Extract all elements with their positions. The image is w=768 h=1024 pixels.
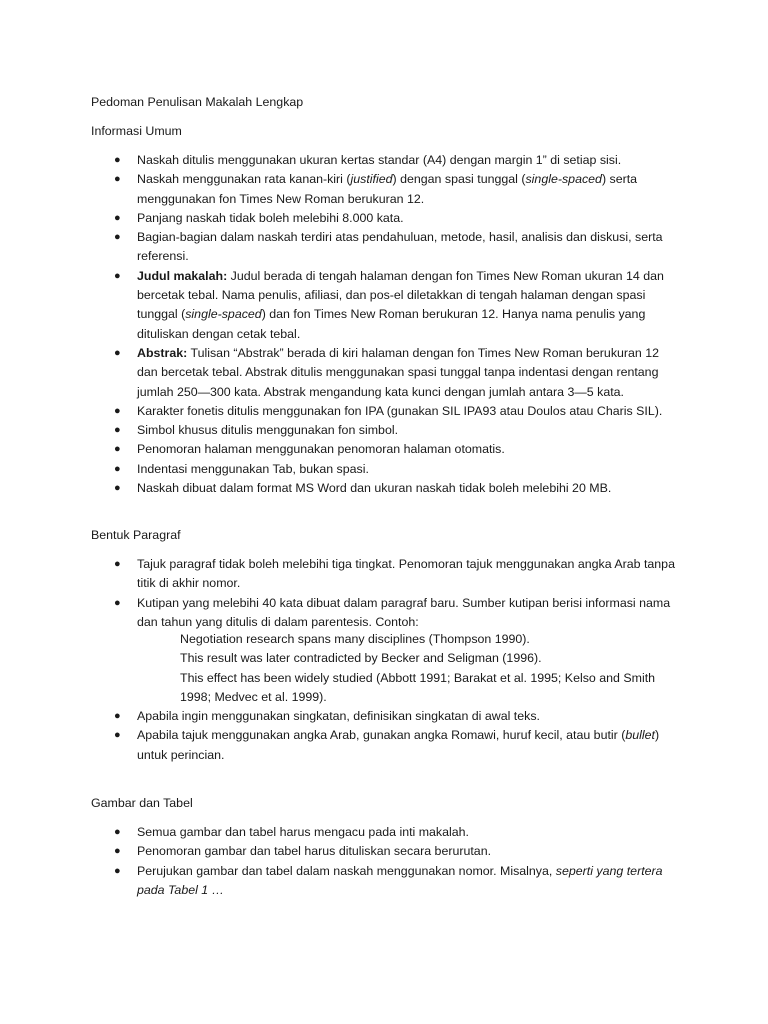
bullet-icon: ● xyxy=(114,443,121,456)
list-item: ● Perujukan gambar dan tabel dalam naskah menggunakan nomor. Misalnya, seperti yang tertera pada Tabel 1 … xyxy=(114,863,663,897)
heading-gambar-dan-tabel: Gambar dan Tabel xyxy=(91,796,193,810)
list-bentuk-paragraf-continued xyxy=(0,707,677,765)
list-item: ● Apabila ingin menggunakan singkatan, definisikan singkatan di awal teks. xyxy=(0,707,677,726)
heading-informasi-umum: Informasi Umum xyxy=(91,124,182,138)
list-item: ● Tajuk paragraf tidak boleh melebihi tiga tingkat. Penomoran tajuk menggunakan angka Arab tanpa titik di akhir nomor. xyxy=(114,557,675,591)
example-line: 1998; Medvec et al. 1999). xyxy=(180,689,327,704)
list-item: ● Apabila tajuk menggunakan angka Arab, gunakan angka Romawi, huruf kecil, atau butir (bullet) untuk perincian. xyxy=(114,728,660,762)
list-item: ● Panjang naskah tidak boleh melebihi 8.000 kata. xyxy=(0,209,677,228)
example-line: Negotiation research spans many disciplines (Thompson 1990). xyxy=(180,632,530,646)
list-item: ● Karakter fonetis ditulis menggunakan fon IPA (gunakan SIL IPA93 atau Doulos atau Charis SIL). xyxy=(0,402,677,421)
bullet-icon: ● xyxy=(114,211,121,224)
bullet-icon: ● xyxy=(114,269,121,282)
bullet-icon: ● xyxy=(114,596,121,609)
bullet-icon: ● xyxy=(114,729,121,742)
list-item: ● Kutipan yang melebihi 40 kata dibuat dalam paragraf baru. Sumber kutipan berisi informasi nama dan tahun yang ditulis di dalam parentesis. Contoh: xyxy=(114,595,671,629)
list-item: ● Semua gambar dan tabel harus mengacu pada inti makalah. xyxy=(0,823,677,842)
bullet-icon: ● xyxy=(114,710,121,722)
list-informasi-umum xyxy=(0,151,677,498)
bullet-icon: ● xyxy=(114,482,121,495)
list-item: ● Simbol khusus ditulis menggunakan fon simbol. xyxy=(0,421,677,440)
list-item: ● Indentasi menggunakan Tab, bukan spasi. xyxy=(0,460,677,479)
list-item: ● Naskah menggunakan rata kanan-kiri (justified) dengan spasi tunggal (single-spaced) serta menggunakan fon Times New Roman berukuran 12. xyxy=(114,172,638,206)
document-title: Pedoman Penulisan Makalah Lengkap xyxy=(91,95,304,109)
list-item: ● Penomoran gambar dan tabel harus dituliskan secara berurutan. xyxy=(0,842,677,861)
list-item: ● Bagian-bagian dalam naskah terdiri atas pendahuluan, metode, hasil, analisis dan diskusi, serta referensi. xyxy=(114,230,663,264)
citation-examples xyxy=(137,630,697,707)
bullet-icon: ● xyxy=(114,864,121,877)
bullet-icon: ● xyxy=(114,462,121,475)
bullet-icon: ● xyxy=(114,404,121,417)
heading-bentuk-paragraf: Bentuk Paragraf xyxy=(91,528,181,542)
bullet-icon: ● xyxy=(114,558,121,570)
bullet-icon: ● xyxy=(114,154,121,166)
bullet-icon: ● xyxy=(114,424,121,437)
bullet-icon: ● xyxy=(114,826,121,838)
bullet-icon: ● xyxy=(114,845,121,858)
list-item: ● Naskah ditulis menggunakan ukuran kertas standar (A4) dengan margin 1” di setiap sisi. xyxy=(0,151,677,170)
bullet-icon: ● xyxy=(114,346,121,359)
example-line: This result was later contradicted by Becker and Seligman (1996). xyxy=(180,651,542,666)
list-item: ● Penomoran halaman menggunakan penomoran halaman otomatis. xyxy=(0,440,677,459)
bullet-icon: ● xyxy=(114,231,121,244)
bullet-icon: ● xyxy=(114,173,121,186)
list-gambar-dan-tabel xyxy=(0,823,677,900)
list-item: ● Judul makalah: Judul berada di tengah halaman dengan fon Times New Roman ukuran 14 dan bercetak tebal. Nama penulis, afiliasi, dan pos-el diletakkan di tengah halaman dengan spasi tunggal (single-spaced) dan fon Times New Roman berukuran 12. Hanya nama penulis yang dituliskan dengan cetak tebal. xyxy=(114,268,664,341)
list-item: ● Naskah dibuat dalam format MS Word dan ukuran naskah tidak boleh melebihi 20 MB. xyxy=(0,479,677,498)
list-item: ● Abstrak: Tulisan “Abstrak” berada di kiri halaman dengan fon Times New Roman berukuran 12 dan bercetak tebal. Abstrak ditulis menggunakan spasi tunggal tanpa indentasi dengan rentang jumlah 250—300 kata. Abstrak mengandung kata kunci dengan jumlah antara 3—5 kata. xyxy=(114,345,660,399)
list-bentuk-paragraf xyxy=(0,555,677,632)
example-line: This effect has been widely studied (Abbott 1991; Barakat et al. 1995; Kelso and Smith xyxy=(180,670,656,685)
